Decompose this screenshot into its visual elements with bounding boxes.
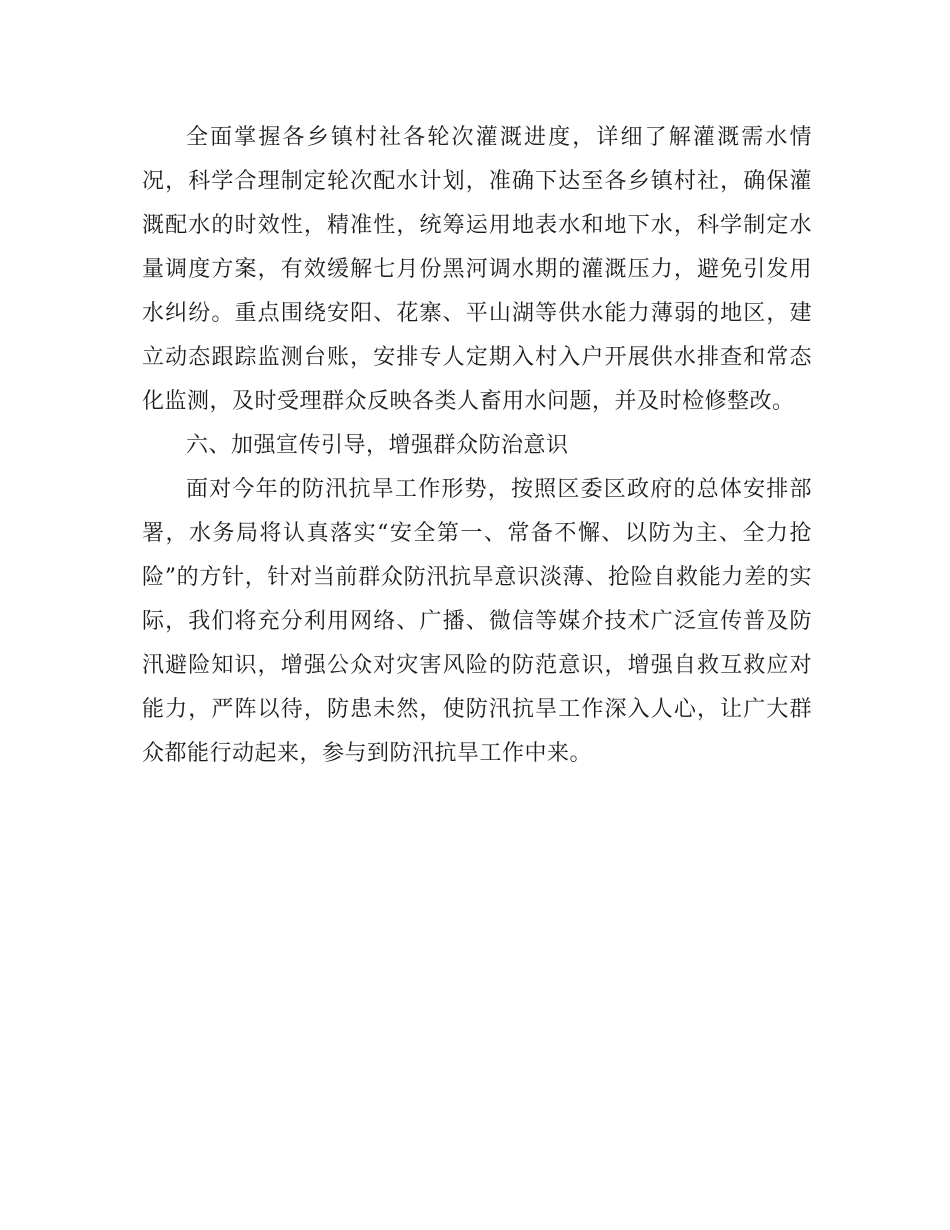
paragraph-flood-drought-publicity: 面对今年的防汛抗旱工作形势，按照区委区政府的总体安排部署，水务局将认真落实“安全第一、常备不懈、以防为主、全力抢险”的方针，针对当前群众防汛抗旱意识淡薄、抢险自救能力差的实际，我们将充分利用网络、广播、微信等媒介技术广泛宣传普及防汛避险知识，增强公众对灾害风险的防范意识，增强自救互救应对能力，严阵以待，防患未然，使防汛抗旱工作深入人心，让广大群众都能行动起来，参与到防汛抗旱工作中来。 <box>142 477 812 766</box>
document-body <box>142 116 812 776</box>
section-heading-publicity: 六、加强宣传引导，增强群众防治意识 <box>186 433 569 458</box>
paragraph-irrigation-water-supply: 全面掌握各乡镇村社各轮次灌溉进度，详细了解灌溉需水情况，科学合理制定轮次配水计划，准确下达至各乡镇村社，确保灌溉配水的时效性，精准性，统筹运用地表水和地下水，科学制定水量调度方案，有效缓解七月份黑河调水期的灌溉压力，避免引发用水纠纷。重点围绕安阳、花寨、平山湖等供水能力薄弱的地区，建立动态跟踪监测台账，安排专人定期入村入户开展供水排查和常态化监测，及时受理群众反映各类人畜用水问题，并及时检修整改。 <box>142 125 812 414</box>
